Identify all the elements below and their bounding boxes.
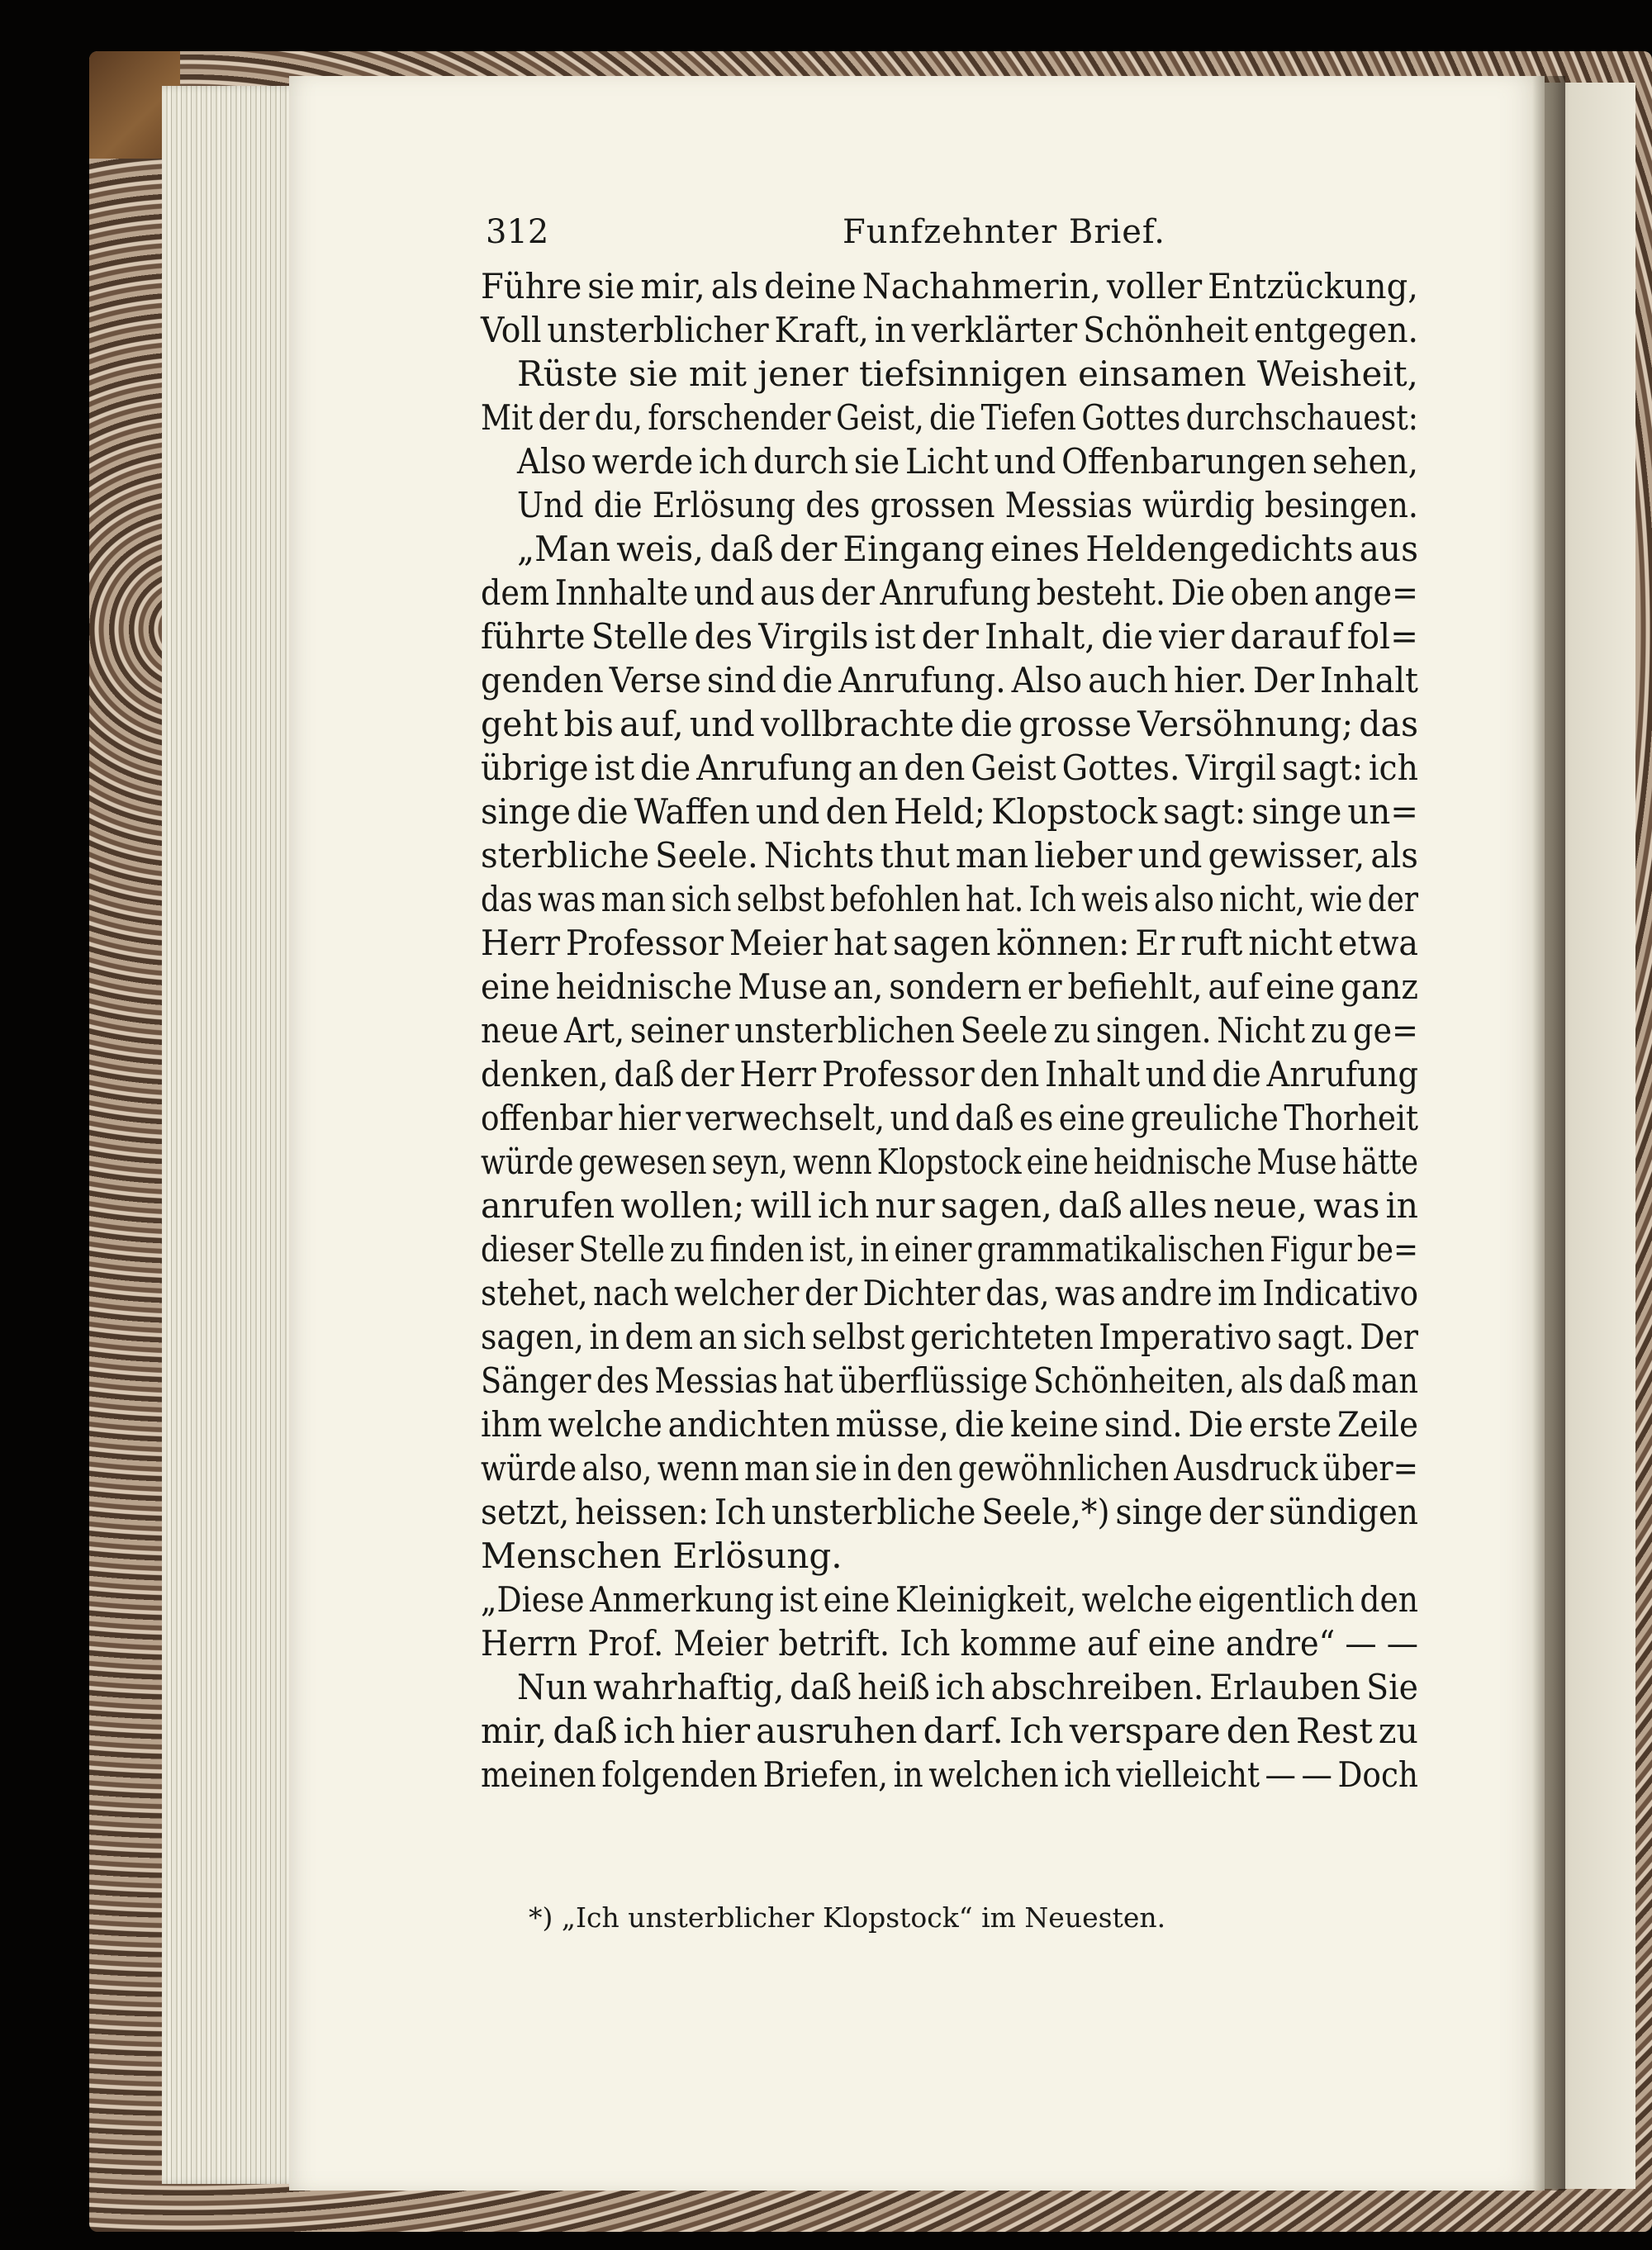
text-line-content: sterbliche Seele. Nichts thut man lieber und gewisser, als xyxy=(481,835,1418,876)
text-line-content: anrufen wollen; will ich nur sagen, daß alles neue, was in xyxy=(481,1185,1418,1226)
text-line-content: offenbar hier verwechselt, und daß es eine greuliche Thorheit xyxy=(481,1098,1418,1138)
text-line xyxy=(481,833,1418,877)
text-line-content: ihm welche andichten müsse, die keine sind. Die erste Zeile xyxy=(481,1404,1418,1445)
text-line-content: meinen folgenden Briefen, in welchen ich vielleicht — — Doch xyxy=(481,1754,1418,1795)
text-line-content: eine heidnische Muse an, sondern er befiehlt, auf eine ganz xyxy=(481,966,1418,1007)
text-line-content: Also werde ich durch sie Licht und Offenbarungen sehen, xyxy=(517,441,1418,482)
text-line xyxy=(481,1665,1418,1709)
running-title: Funfzehnter Brief. xyxy=(843,213,1166,251)
text-line-content: Führe sie mir, als deine Nachahmerin, voller Entzückung, xyxy=(481,266,1418,306)
text-line-content: sagen, in dem an sich selbst gerichteten Imperativo sagt. Der xyxy=(481,1317,1418,1357)
text-line xyxy=(481,264,1418,308)
text-line xyxy=(481,1227,1418,1271)
footnote: *) „Ich unsterblicher Klopstock“ im Neuesten. xyxy=(529,1901,1166,1934)
text-line xyxy=(481,352,1418,396)
text-line-content: denken, daß der Herr Professor den Inhalt und die Anrufung xyxy=(481,1054,1418,1094)
text-line xyxy=(481,1009,1418,1052)
text-line xyxy=(481,396,1418,439)
text-line xyxy=(481,1578,1418,1621)
text-line-content: Rüste sie mit jener tiefsinnigen einsamen Weisheit, xyxy=(517,354,1418,394)
text-line xyxy=(481,483,1418,527)
text-line xyxy=(481,790,1418,833)
text-line xyxy=(481,921,1418,965)
text-line xyxy=(481,527,1418,571)
text-line xyxy=(481,439,1418,483)
text-line xyxy=(481,658,1418,702)
text-line-content: genden Verse sind die Anrufung. Also auch hier. Der Inhalt xyxy=(481,660,1418,700)
page-gutter-shadow xyxy=(1532,76,1565,2191)
text-line-content: „Man weis, daß der Eingang eines Heldengedichts aus xyxy=(517,529,1418,569)
text-line xyxy=(481,746,1418,790)
text-line xyxy=(481,1753,1418,1797)
text-line xyxy=(481,308,1418,352)
page-number: 312 xyxy=(486,213,549,251)
text-line xyxy=(481,1709,1418,1753)
text-line xyxy=(481,1534,1418,1578)
text-line xyxy=(481,965,1418,1009)
text-line-content: geht bis auf, und vollbrachte die grosse Versöhnung; das xyxy=(481,704,1418,744)
text-line xyxy=(481,702,1418,746)
text-line-content: „Diese Anmerkung ist eine Kleinigkeit, welche eigentlich den xyxy=(481,1579,1418,1620)
text-line-content: Menschen Erlösung. xyxy=(481,1536,843,1576)
text-line-content: Herr Professor Meier hat sagen können: Er ruft nicht etwa xyxy=(481,923,1418,963)
running-header xyxy=(486,213,1415,263)
text-line-content: Nun wahrhaftig, daß heiß ich abschreiben. Erlauben Sie xyxy=(517,1667,1418,1707)
text-line-content: mir, daß ich hier ausruhen darf. Ich verspare den Rest zu xyxy=(481,1711,1418,1751)
text-line xyxy=(481,1490,1418,1534)
page-block-edges xyxy=(162,86,302,2184)
text-line-content: dieser Stelle zu finden ist, in einer grammatikalischen Figur be= xyxy=(481,1229,1418,1270)
text-line xyxy=(481,1359,1418,1403)
text-line-content: singe die Waffen und den Held; Klopstock sagt: singe un= xyxy=(481,791,1418,832)
text-line xyxy=(481,1096,1418,1140)
text-line xyxy=(481,1184,1418,1227)
text-line-content: Mit der du, forschender Geist, die Tiefen Gottes durchschauest: xyxy=(481,397,1418,438)
text-line xyxy=(481,877,1418,921)
text-line xyxy=(481,1403,1418,1446)
text-line-content: Sänger des Messias hat überflüssige Schönheiten, als daß man xyxy=(481,1360,1418,1401)
text-line-content: Herrn Prof. Meier betrift. Ich komme auf eine andre“ — — xyxy=(481,1623,1418,1664)
text-line-content: würde gewesen seyn, wenn Klopstock eine heidnische Muse hätte xyxy=(481,1142,1418,1182)
text-line-content: stehet, nach welcher der Dichter das, was andre im Indicativo xyxy=(481,1273,1418,1313)
text-line-content: Voll unsterblicher Kraft, in verklärter Schönheit entgegen. xyxy=(481,310,1418,350)
text-line-content: dem Innhalte und aus der Anrufung besteht. Die oben ange= xyxy=(481,572,1418,613)
text-line xyxy=(481,615,1418,658)
text-line-content: übrige ist die Anrufung an den Geist Gottes. Virgil sagt: ich xyxy=(481,748,1418,788)
text-line xyxy=(481,1271,1418,1315)
text-line-content: das was man sich selbst befohlen hat. Ich weis also nicht, wie der xyxy=(481,879,1418,919)
text-line-content: führte Stelle des Virgils ist der Inhalt, die vier darauf fol= xyxy=(481,616,1418,657)
text-line-content: Und die Erlösung des grossen Messias würdig besingen. xyxy=(517,485,1418,525)
text-line xyxy=(481,1140,1418,1184)
text-line-content: neue Art, seiner unsterblichen Seele zu singen. Nicht zu ge= xyxy=(481,1010,1418,1051)
text-line xyxy=(481,1315,1418,1359)
text-line-content: würde also, wenn man sie in den gewöhnlichen Ausdruck über= xyxy=(481,1448,1418,1488)
text-line xyxy=(481,1621,1418,1665)
text-line-content: setzt, heissen: Ich unsterbliche Seele,*) singe der sündigen xyxy=(481,1492,1418,1532)
text-line xyxy=(481,1052,1418,1096)
text-line xyxy=(481,571,1418,615)
body-text xyxy=(481,264,1418,1797)
text-line xyxy=(481,1446,1418,1490)
